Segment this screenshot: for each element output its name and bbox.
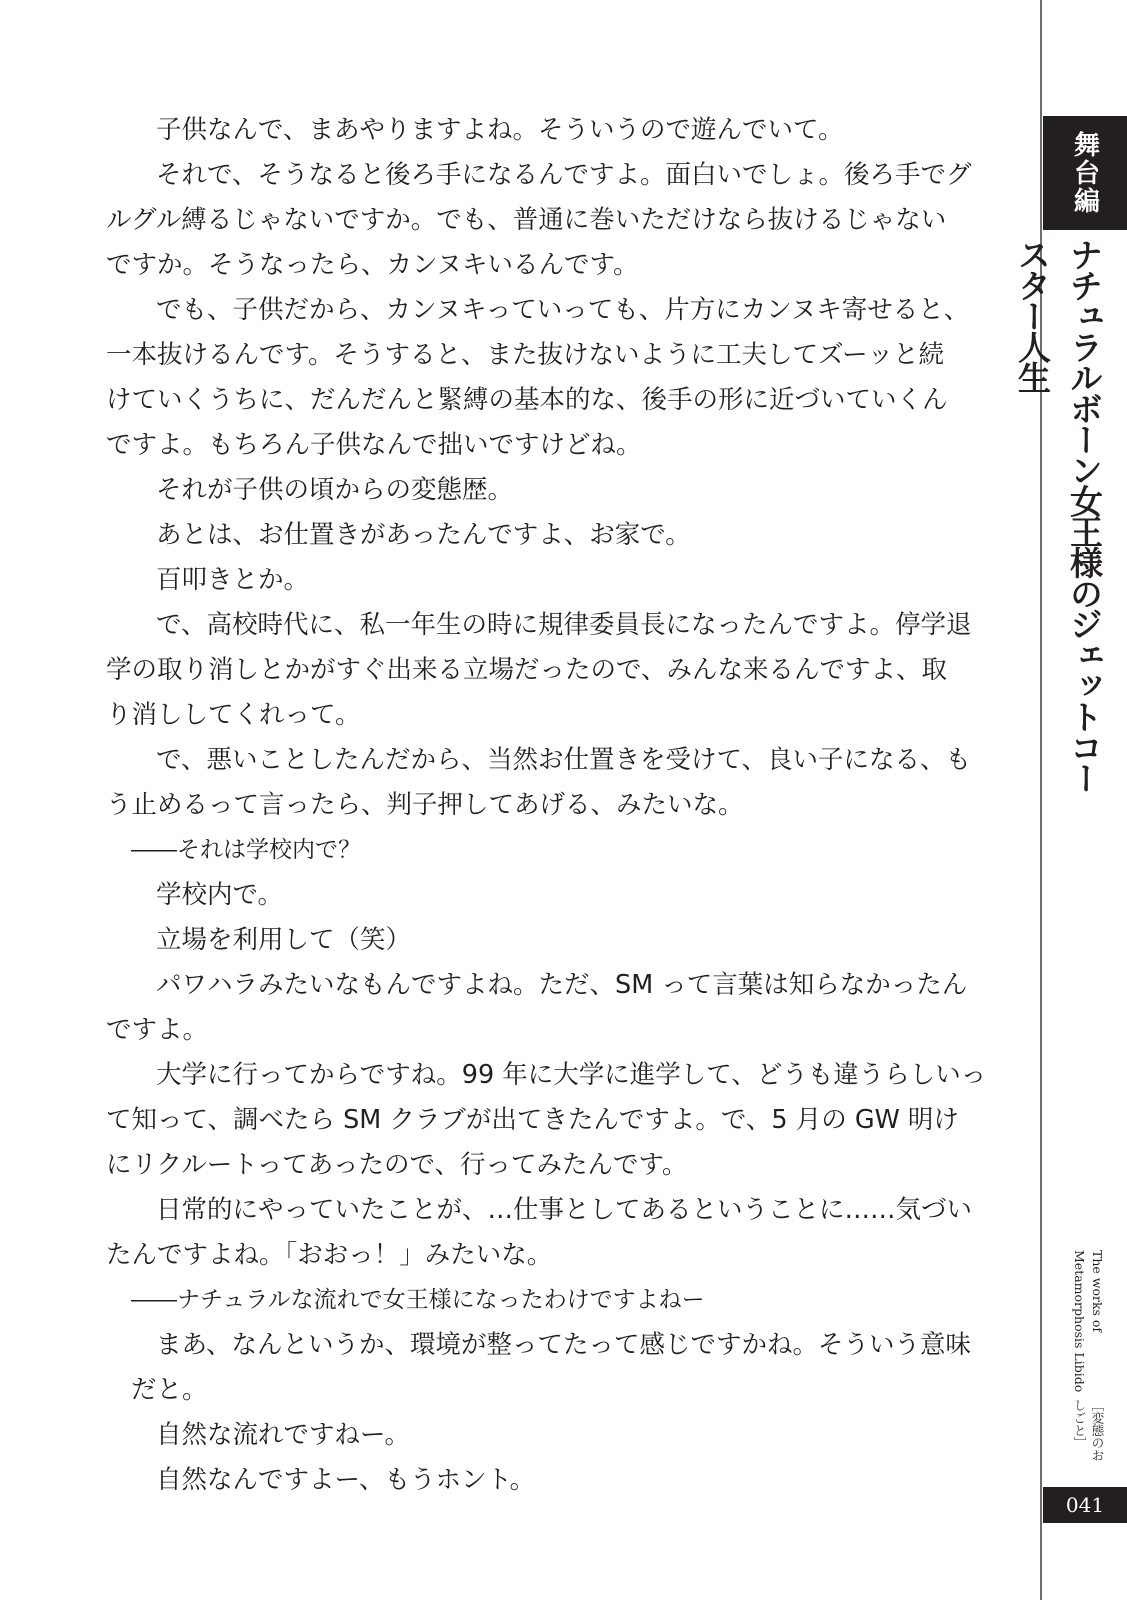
text-line: たんですよね。「おおっ！」みたいな。	[106, 1240, 553, 1270]
text-line: り消ししてくれって。	[106, 700, 361, 730]
section-tab	[1043, 116, 1127, 230]
paragraph	[131, 873, 991, 918]
running-title: ナチュラルボーン女王様のジェットコースター人生	[1013, 238, 1104, 793]
text-line: けていくうちに、だんだんと緊縛の基本的な、後手の形に近づいていくん	[106, 385, 948, 415]
paragraph	[106, 153, 991, 288]
paragraph	[131, 918, 991, 963]
text-line: 子供なんで、まあやりますよね。そういうので遊んでいて。	[156, 115, 844, 145]
text-line: ――ナチュラルな流れで女王様になったわけですよねー	[131, 1287, 705, 1313]
text-line: 日常的にやっていたことが、…仕事としてあるということに……気づい	[156, 1195, 973, 1225]
page-number: 041	[1043, 1487, 1127, 1523]
text-line: 一本抜けるんです。そうすると、また抜けないように工夫してズーッと続	[106, 340, 945, 370]
text-line: ですよ。もちろん子供なんで拙いですけどね。	[106, 430, 642, 460]
text-line: で、悪いことしたんだから、当然お仕置きを受けて、良い子になる、も	[156, 745, 971, 775]
text-line: でも、子供だから、カンヌキっていっても、片方にカンヌキ寄せると、	[156, 295, 970, 325]
text-line: ――それは学校内で？	[131, 837, 361, 863]
book-title	[1058, 1250, 1106, 1470]
interview-question	[131, 828, 991, 873]
paragraph	[106, 963, 991, 1053]
paragraph	[106, 1053, 991, 1188]
paragraph	[131, 513, 991, 558]
paragraph	[106, 288, 991, 468]
text-line: 立場を利用して（笑）	[156, 925, 412, 955]
text-line: 百叩きとか。	[156, 565, 310, 595]
text-line: 自然な流れですねー。	[156, 1420, 410, 1450]
book-title-english: The works of Metamorphosis Libido	[1072, 1250, 1105, 1393]
text-line: 学校内で。	[156, 880, 283, 910]
text-line: う止めるって言ったら、判子押してあげる、みたいな。	[106, 790, 744, 820]
paragraph	[131, 1458, 991, 1503]
text-line: ルグル縛るじゃないですか。でも、普通に巻いただけなら抜けるじゃない	[106, 205, 947, 235]
text-line: ですよ。	[106, 1015, 209, 1045]
text-line: まあ、なんというか、環境が整ってたって感じですかね。そういう意味だと。	[131, 1330, 971, 1405]
text-line: それで、そうなると後ろ手になるんですよ。面白いでしょ。後ろ手でグ	[156, 160, 972, 190]
paragraph	[106, 1188, 991, 1278]
text-line: パワハラみたいなもんですよね。ただ、SM って言葉は知らなかったん	[156, 970, 968, 1000]
text-line: あとは、お仕置きがあったんですよ、お家で。	[156, 520, 691, 550]
text-line: 学の取り消しとかがすぐ出来る立場だったので、みんな来るんですよ、取	[106, 655, 947, 685]
body-text	[106, 108, 991, 1503]
paragraph	[131, 558, 991, 603]
book-title-japanese: ［変態のおしごと］	[1072, 1398, 1105, 1462]
text-line: で、高校時代に、私一年生の時に規律委員長になったんですよ。停学退	[156, 610, 972, 640]
text-line: ですか。そうなったら、カンヌキいるんです。	[106, 250, 639, 280]
paragraph	[106, 738, 991, 828]
section-tab-label: 舞台編	[1069, 131, 1100, 215]
text-line: にリクルートってあったので、行ってみたんです。	[106, 1150, 688, 1180]
paragraph	[131, 468, 991, 513]
paragraph	[106, 603, 991, 738]
interview-question	[131, 1278, 991, 1323]
paragraph	[131, 108, 991, 153]
text-line: それが子供の頃からの変態歴。	[156, 475, 514, 505]
paragraph	[131, 1323, 991, 1413]
text-line: 自然なんですよー、もうホント。	[156, 1465, 536, 1495]
paragraph	[131, 1413, 991, 1458]
text-line: 大学に行ってからですね。99 年に大学に進学して、どうも違うらしいっ	[156, 1060, 987, 1090]
text-line: て知って、調べたら SM クラブが出てきたんですよ。で、5 月の GW 明け	[106, 1105, 959, 1135]
